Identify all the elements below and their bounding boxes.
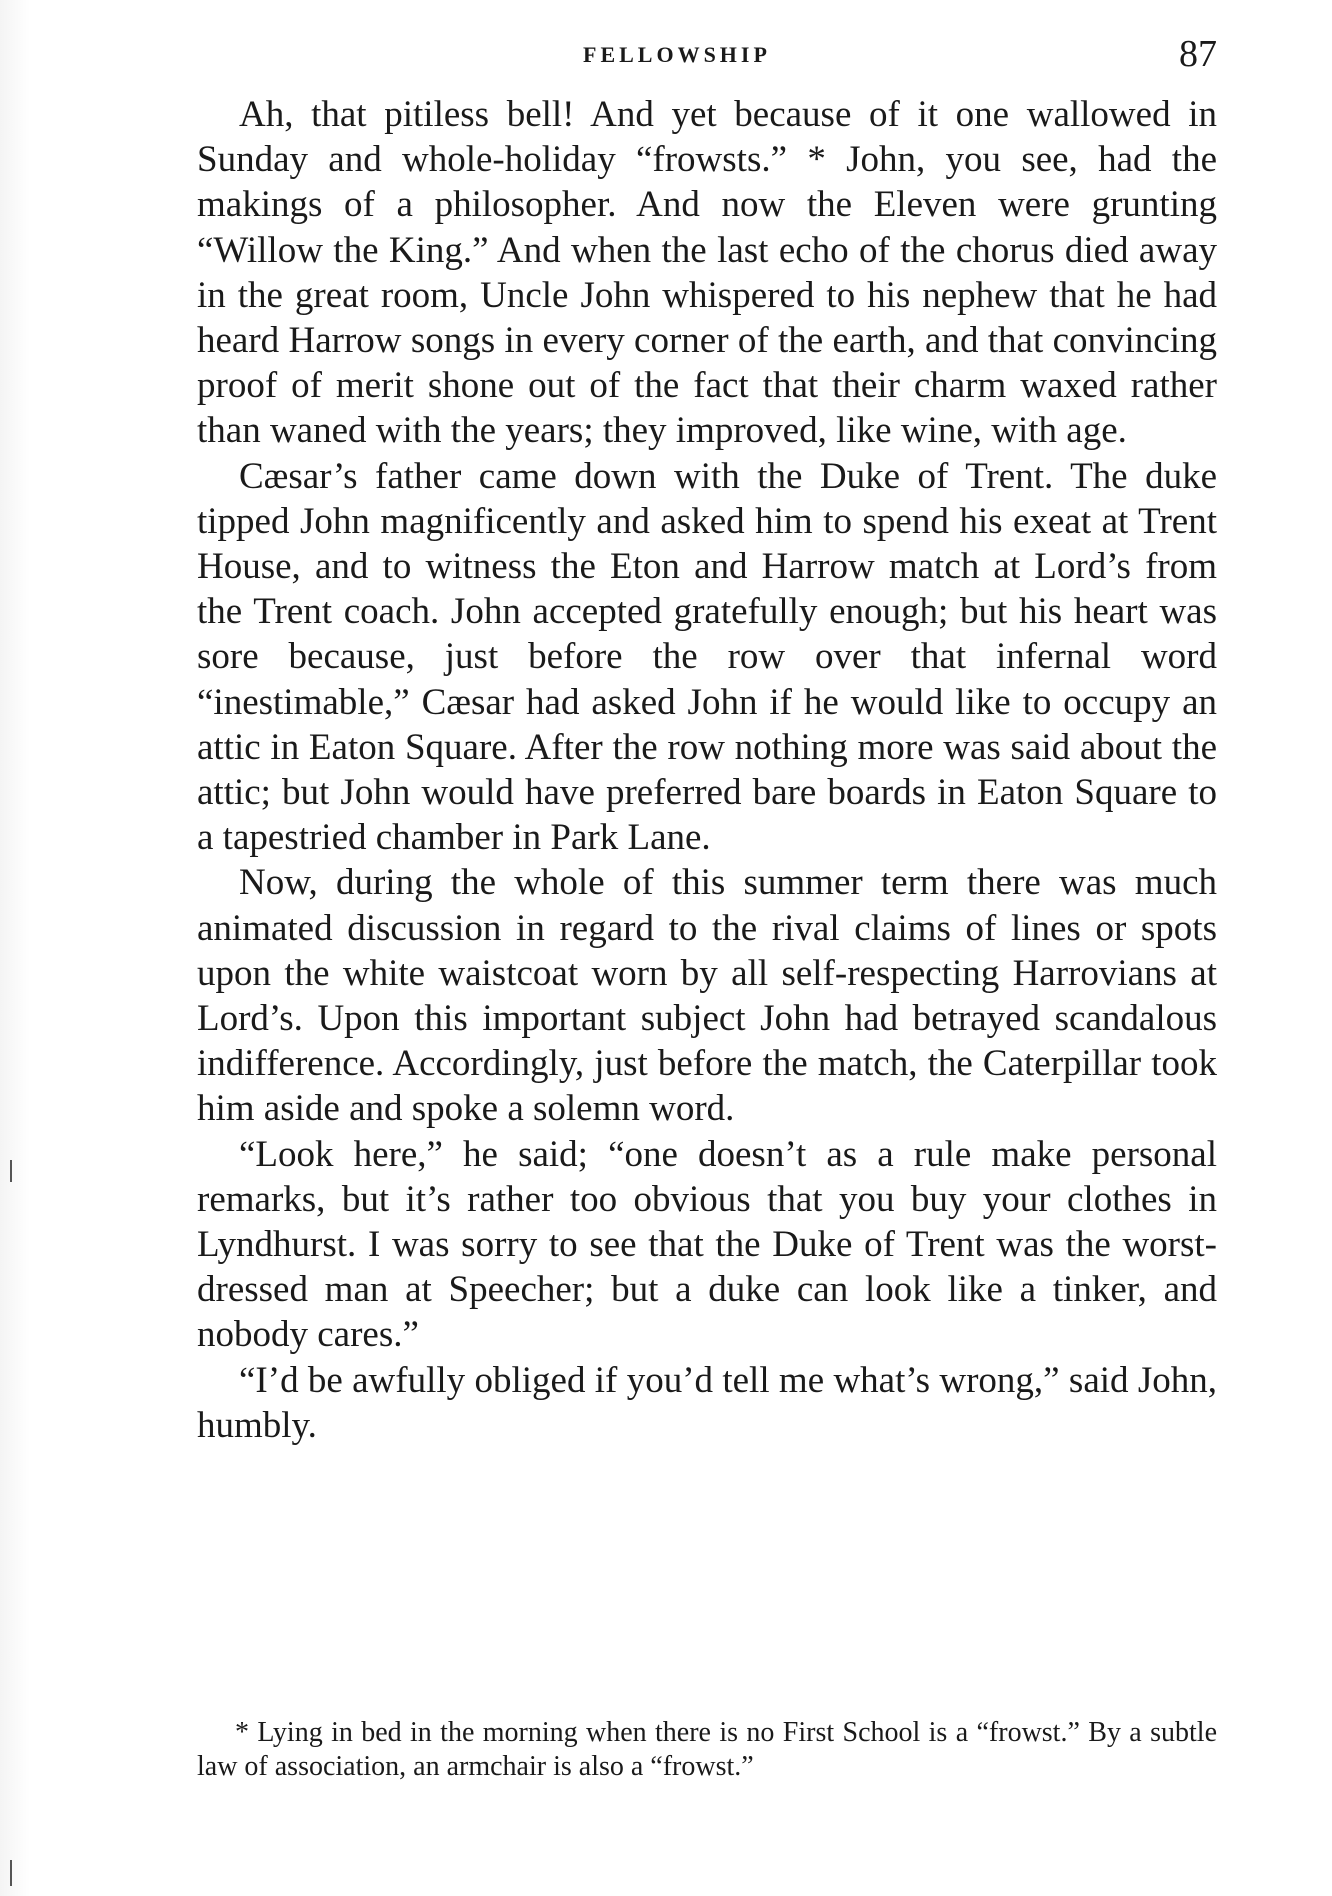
paragraph: Ah, that pitiless bell! And yet because of it one wallowed in Sunday and whole-holiday “frowsts.” * John, you see, had the makings of a philosopher. And now the Eleven were grunting “Willow the King.” And when the last echo of the chorus died away in the great room, Uncle John whispered to his nephew that he had heard Harrow songs in every corner of the earth, and that convincing proof of merit shone out of the fact that their charm waxed rather than waned with the years; they improved, like wine, with age. — [197, 94, 1217, 452]
paragraph: “I’d be awfully obliged if you’d tell me what’s wrong,” said John, humbly. — [197, 1359, 1217, 1446]
page-left-edge — [0, 0, 30, 1896]
page-number: 87 — [1179, 33, 1217, 75]
body-text — [197, 92, 1217, 1448]
paragraph: “Look here,” he said; “one doesn’t as a rule make personal remarks, but it’s rather too obvious that you buy your clothes in Lyndhurst. I was sorry to see that the Duke of Trent was the worst-dressed man at Speecher; but a duke can look like a tinker, and nobody cares.” — [197, 1133, 1217, 1356]
edge-mark — [10, 1160, 12, 1182]
page-header — [197, 32, 1217, 82]
running-title: FELLOWSHIP — [583, 42, 771, 67]
footnote-text: * Lying in bed in the morning when there is no First School is a “frowst.” By a subtle law of association, an armchair is also a “frowst.” — [197, 1717, 1217, 1782]
paragraph: Now, during the whole of this summer term there was much animated discussion in regard to the rival claims of lines or spots upon the white waistcoat worn by all self-respecting Harrovians at Lord’s. Upon this important subject John had betrayed scandalous indifference. Accordingly, just before the match, the Caterpillar took him aside and spoke a solemn word. — [197, 862, 1217, 1130]
paragraph: Cæsar’s father came down with the Duke of Trent. The duke tipped John magnificently and asked him to spend his exeat at Trent House, and to witness the Eton and Harrow match at Lord’s from the Trent coach. John accepted gratefully enough; but his heart was sore because, just before the row over that infernal word “inestimable,” Cæsar had asked John if he would like to occupy an attic in Eaton Square. After the row nothing more was said about the attic; but John would have preferred bare boards in Eaton Square to a tapestried chamber in Park Lane. — [197, 455, 1217, 859]
footnote — [197, 1716, 1217, 1784]
edge-mark — [10, 1860, 12, 1886]
